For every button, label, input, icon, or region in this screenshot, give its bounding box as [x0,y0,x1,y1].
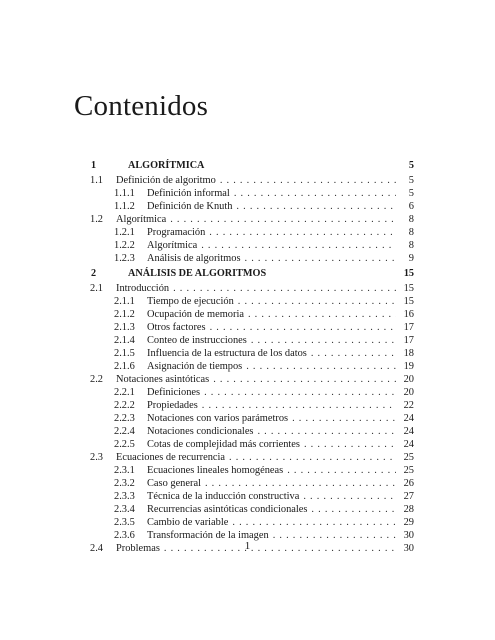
toc-entry-page: 5 [408,175,414,186]
toc-entry[interactable] [114,465,414,477]
toc-entry[interactable] [114,240,414,252]
toc-dot-leader [201,240,396,252]
toc-dot-leader [205,478,396,490]
toc-entry[interactable] [114,227,414,239]
toc-entry-title: Análisis de algoritmos [147,253,241,264]
toc-entry-number: 2.3.2 [114,478,135,489]
toc-dot-leader [311,348,396,360]
toc-entry-number: 1.2.2 [114,240,135,251]
toc-entry-page: 15 [403,283,414,294]
toc-dot-leader [304,439,396,451]
toc-entry-number: 1.2 [90,214,103,225]
toc-dot-leader [210,322,396,334]
toc-dot-leader [202,400,396,412]
toc-entry-title: ALGORÍTMICA [128,160,205,171]
toc-entry-page: 22 [403,400,414,411]
toc-dot-leader [248,309,396,321]
toc-entry-page: 25 [403,465,414,476]
toc-entry-page: 20 [403,387,414,398]
toc-entry-page: 24 [403,426,414,437]
toc-entry[interactable] [114,517,414,529]
toc-entry[interactable] [114,309,414,321]
toc-entry-number: 2.3.5 [114,517,135,528]
toc-entry[interactable] [90,452,414,464]
toc-entry-page: 28 [403,504,414,515]
toc-entry[interactable] [114,426,414,438]
toc-entry-number: 2.2.1 [114,387,135,398]
toc-dot-leader [246,361,396,373]
toc-chapter-entry[interactable] [91,268,414,280]
toc-entry-title: Definición informal [147,188,230,199]
toc-entry[interactable] [114,413,414,425]
toc-entry-page: 8 [408,240,414,251]
page-title: Contenidos [74,90,209,122]
toc-entry[interactable] [114,478,414,490]
toc-dot-leader [245,253,396,265]
toc-entry-number: 2.3.4 [114,504,135,515]
toc-entry-title: Influencia de la estructura de los datos [147,348,307,359]
toc-entry-title: Introducción [116,283,170,294]
toc-entry-title: Problemas [116,543,160,554]
toc-entry-number: 1.2.1 [114,227,135,238]
toc-entry-page: 18 [403,348,414,359]
toc-entry[interactable] [114,322,414,334]
toc-entry-number: 2.1.1 [114,296,135,307]
toc-entry-page: 30 [403,543,414,554]
toc-dot-leader [229,452,396,464]
toc-entry-title: Técnica de la inducción constructiva [147,491,300,502]
toc-entry-page: 24 [403,413,414,424]
toc-entry-page: 8 [408,227,414,238]
toc-entry[interactable] [114,387,414,399]
toc-entry-number: 2.2.4 [114,426,135,437]
toc-dot-leader [287,465,396,477]
toc-entry-number: 2.1.6 [114,361,135,372]
toc-entry-number: 2.2.3 [114,413,135,424]
toc-entry[interactable] [90,214,414,226]
toc-dot-leader [209,227,396,239]
toc-entry-number: 1.2.3 [114,253,135,264]
toc-entry-title: Programación [147,227,206,238]
toc-entry-title: Algorítmica [147,240,198,251]
toc-dot-leader [213,374,396,386]
toc-entry[interactable] [114,361,414,373]
toc-entry-number: 2.3 [90,452,103,463]
toc-dot-leader [232,517,396,529]
toc-entry-page: 16 [403,309,414,320]
toc-entry-page: 8 [408,214,414,225]
toc-entry-title: Notaciones condicionales [147,426,254,437]
toc-entry-title: Caso general [147,478,201,489]
toc-entry-number: 2.2.5 [114,439,135,450]
toc-entry-number: 1 [91,160,97,171]
toc-entry-number: 2.2.2 [114,400,135,411]
toc-entry-number: 2.2 [90,374,103,385]
toc-entry[interactable] [90,175,414,187]
toc-entry-page: 30 [403,530,414,541]
toc-entry-number: 1.1 [90,175,103,186]
toc-entry-number: 2.3.3 [114,491,135,502]
toc-entry-title: Propiedades [147,400,198,411]
toc-dot-leader [238,296,396,308]
toc-entry[interactable] [90,283,414,295]
toc-entry[interactable] [114,253,414,265]
toc-entry-title: Asignación de tiempos [147,361,243,372]
toc-entry-title: Notaciones asintóticas [116,374,210,385]
toc-entry[interactable] [114,491,414,503]
toc-entry-page: 25 [403,452,414,463]
toc-entry-page: 6 [408,201,414,212]
toc-entry[interactable] [114,400,414,412]
toc-dot-leader [311,504,396,516]
toc-entry[interactable] [114,201,414,213]
toc-entry-title: Conteo de instrucciones [147,335,247,346]
toc-entry-title: Cambio de variable [147,517,229,528]
toc-entry-number: 1.1.1 [114,188,135,199]
page-number: 1 [244,540,251,552]
toc-dot-leader [251,335,396,347]
toc-dot-leader [234,188,396,200]
toc-entry-number: 2.1.3 [114,322,135,333]
toc-dot-leader [204,387,396,399]
toc-entry-number: 2.1 [90,283,103,294]
toc-entry-page: 27 [403,491,414,502]
toc-entry-page: 9 [408,253,414,264]
toc-chapter-entry[interactable] [91,160,414,172]
toc-entry-title: Otros factores [147,322,206,333]
toc-entry-page: 20 [403,374,414,385]
toc-entry-page: 24 [403,439,414,450]
toc-entry[interactable] [114,439,414,451]
toc-entry-page: 29 [403,517,414,528]
toc-entry-title: Definición de Knuth [147,201,233,212]
toc-dot-leader [236,201,396,213]
toc-entry-number: 2.4 [90,543,103,554]
toc-entry[interactable] [114,296,414,308]
toc-entry-number: 2.3.6 [114,530,135,541]
toc-entry-title: Ecuaciones lineales homogéneas [147,465,284,476]
toc-entry-title: Definición de algoritmo [116,175,216,186]
toc-entry-title: Ecuaciones de recurrencia [116,452,226,463]
toc-entry-title: Tiempo de ejecución [147,296,234,307]
toc-dot-leader [220,175,396,187]
toc-entry-page: 26 [403,478,414,489]
toc-entry[interactable] [90,374,414,386]
toc-entry-title: Cotas de complejidad más corrientes [147,439,300,450]
toc-entry-title: Ocupación de memoria [147,309,244,320]
toc-entry[interactable] [114,188,414,200]
toc-entry-number: 2.1.4 [114,335,135,346]
toc-dot-leader [303,491,396,503]
toc-entry-page: 17 [403,335,414,346]
toc-dot-leader [292,413,396,425]
toc-entry-page: 15 [403,296,414,307]
toc-dot-leader [173,283,396,295]
toc-entry-number: 2.1.2 [114,309,135,320]
toc-entry-title: Notaciones con varios parámetros [147,413,289,424]
toc-entry-number: 1.1.2 [114,201,135,212]
toc-entry-title: Recurrencias asintóticas condicionales [147,504,308,515]
toc-dot-leader [170,214,396,226]
toc-entry-page: 15 [403,268,414,279]
toc-entry[interactable] [114,504,414,516]
toc-entry[interactable] [114,348,414,360]
toc-entry-number: 2.1.5 [114,348,135,359]
toc-entry-title: ANÁLISIS DE ALGORITMOS [128,268,267,279]
toc-entry-title: Transformación de la imagen [147,530,269,541]
toc-entry-page: 17 [403,322,414,333]
toc-entry-number: 2 [91,268,97,279]
toc-entry-title: Definiciones [147,387,201,398]
toc-entry-number: 2.3.1 [114,465,135,476]
toc-entry-page: 5 [408,188,414,199]
toc-entry[interactable] [114,335,414,347]
toc-entry-title: Algorítmica [116,214,167,225]
toc-entry-page: 19 [403,361,414,372]
toc-entry-page: 5 [408,160,414,171]
toc-dot-leader [257,426,396,438]
